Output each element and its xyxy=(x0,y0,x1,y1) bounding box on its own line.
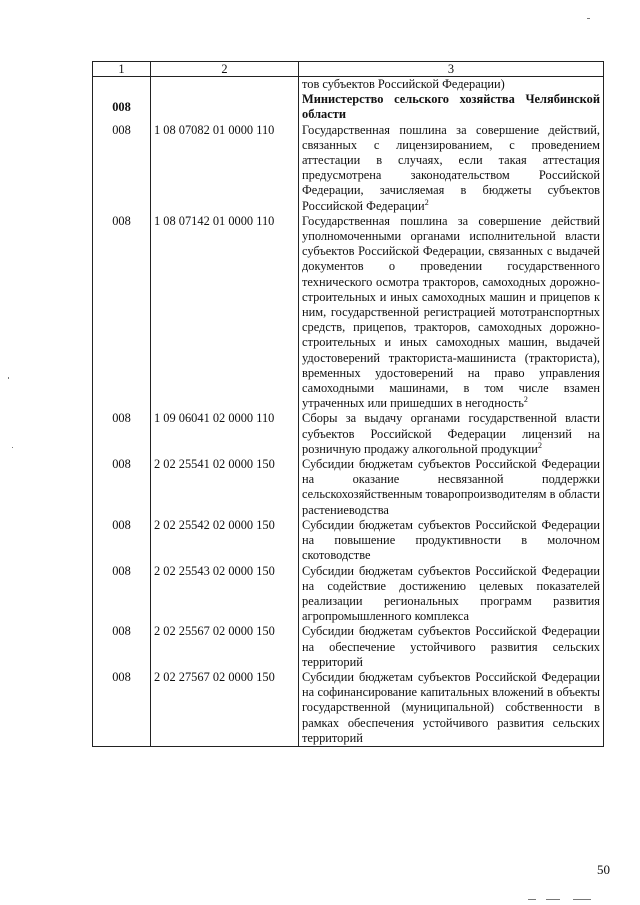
kbk-code-cell: 1 09 06041 02 0000 110 xyxy=(151,411,299,457)
table-row xyxy=(93,214,604,412)
ministry-name-cell xyxy=(299,92,604,122)
admin-code-cell: 008 xyxy=(93,624,151,670)
description-cell xyxy=(299,457,604,518)
description-cell xyxy=(299,214,604,412)
admin-code-cell: 008 xyxy=(93,123,151,214)
description-text: Субсидии бюджетам субъектов Российской Федерации на повышение продуктивности в молочном скотоводстве xyxy=(302,517,600,563)
admin-code-cell: 008 xyxy=(93,214,151,412)
table-row xyxy=(93,564,604,625)
kbk-code-cell: 1 08 07082 01 0000 110 xyxy=(151,123,299,214)
table-row xyxy=(93,411,604,457)
table-row xyxy=(93,457,604,518)
table-row xyxy=(93,518,604,564)
description-cell xyxy=(299,411,604,457)
admin-code-cell: 008 xyxy=(93,411,151,457)
scan-speck xyxy=(8,377,9,379)
header-col-1: 1 xyxy=(93,62,151,77)
admin-code-cell: 008 xyxy=(93,92,151,122)
kbk-code-cell: 2 02 25542 02 0000 150 xyxy=(151,518,299,564)
scan-edge-dash xyxy=(546,899,560,900)
description-cell xyxy=(299,77,604,93)
kbk-code-cell: 2 02 25541 02 0000 150 xyxy=(151,457,299,518)
footnote-marker: 2 xyxy=(537,440,542,450)
description-text: Субсидии бюджетам субъектов Российской Федерации на обеспечение устойчивого развития сельских территорий xyxy=(302,624,600,669)
description-cell xyxy=(299,518,604,564)
scan-edge-dash xyxy=(573,899,591,900)
table-row xyxy=(93,77,604,93)
revenue-codes-table xyxy=(92,61,604,747)
table-header-row xyxy=(93,62,604,77)
description-cell xyxy=(299,123,604,214)
table-row xyxy=(93,123,604,214)
description-text: Сборы за выдачу органами государственной власти субъектов Российской Федерации лицензий на розничную продажу алкогольной продукции xyxy=(302,411,600,456)
kbk-code-cell: 2 02 25567 02 0000 150 xyxy=(151,624,299,670)
header-col-2: 2 xyxy=(151,62,299,77)
admin-code-cell: 008 xyxy=(93,457,151,518)
description-cell xyxy=(299,564,604,625)
admin-code-cell: 008 xyxy=(93,564,151,625)
ministry-name: Министерство сельского хозяйства Челябинской области xyxy=(302,92,600,122)
table-row xyxy=(93,624,604,670)
kbk-code-cell: 2 02 27567 02 0000 150 xyxy=(151,670,299,747)
description-text: тов субъектов Российской Федерации) xyxy=(302,77,505,91)
scan-edge-dash xyxy=(528,899,536,900)
page-number: 50 xyxy=(597,862,610,877)
footnote-marker: 2 xyxy=(523,395,528,405)
description-text: Государственная пошлина за совершение действий, связанных с лицензированием, с проведением аттестации в случаях, если такая аттестация предусмотрена законодательством Российской Федерации, зачисляемая в бюджеты субъектов Российской Федерации xyxy=(302,122,600,213)
admin-code-cell: 008 xyxy=(93,518,151,564)
description-text: Субсидии бюджетам субъектов Российской Федерации на содействие достижению целевых показателей реализации региональных программ развития агропромышленного комплекса xyxy=(302,563,600,624)
description-cell xyxy=(299,670,604,747)
admin-code-cell: 008 xyxy=(93,670,151,747)
kbk-code-cell xyxy=(151,77,299,93)
header-col-3: 3 xyxy=(299,62,604,77)
ministry-header-row xyxy=(93,92,604,122)
scan-speck xyxy=(12,447,13,448)
table-row xyxy=(93,670,604,747)
admin-code-cell xyxy=(93,77,151,93)
scan-speck xyxy=(587,18,590,19)
kbk-code-cell: 2 02 25543 02 0000 150 xyxy=(151,564,299,625)
kbk-code-cell xyxy=(151,92,299,122)
footnote-marker: 2 xyxy=(424,197,429,207)
description-text: Государственная пошлина за совершение действий уполномоченными органами исполнительной власти субъектов Российской Федерации, связанных с выдачей документов о проведении государственного технического осмотра тракторов, самоходных дорожно-строительных и иных самоходных машин и прицепов к ним, государственной регистрацией мототранспортных средств, прицепов, тракторов, самоходных дорожно-строительных и иных самоходных машин, выдачей удостоверений тракториста-машиниста (тракториста), временных удостоверений на право управления самоходными машинами, в том числе взамен утраченных или пришедших в негодность xyxy=(302,213,600,411)
description-cell xyxy=(299,624,604,670)
description-text: Субсидии бюджетам субъектов Российской Федерации на оказание несвязанной поддержки сельскохозяйственным товаропроизводителям в области растениеводства xyxy=(302,457,600,517)
kbk-code-cell: 1 08 07142 01 0000 110 xyxy=(151,214,299,412)
description-text: Субсидии бюджетам субъектов Российской Федерации на софинансирование капитальных вложений в объекты государственной (муниципальной) собственности в рамках обеспечения устойчивого развития сельских территорий xyxy=(302,669,600,745)
